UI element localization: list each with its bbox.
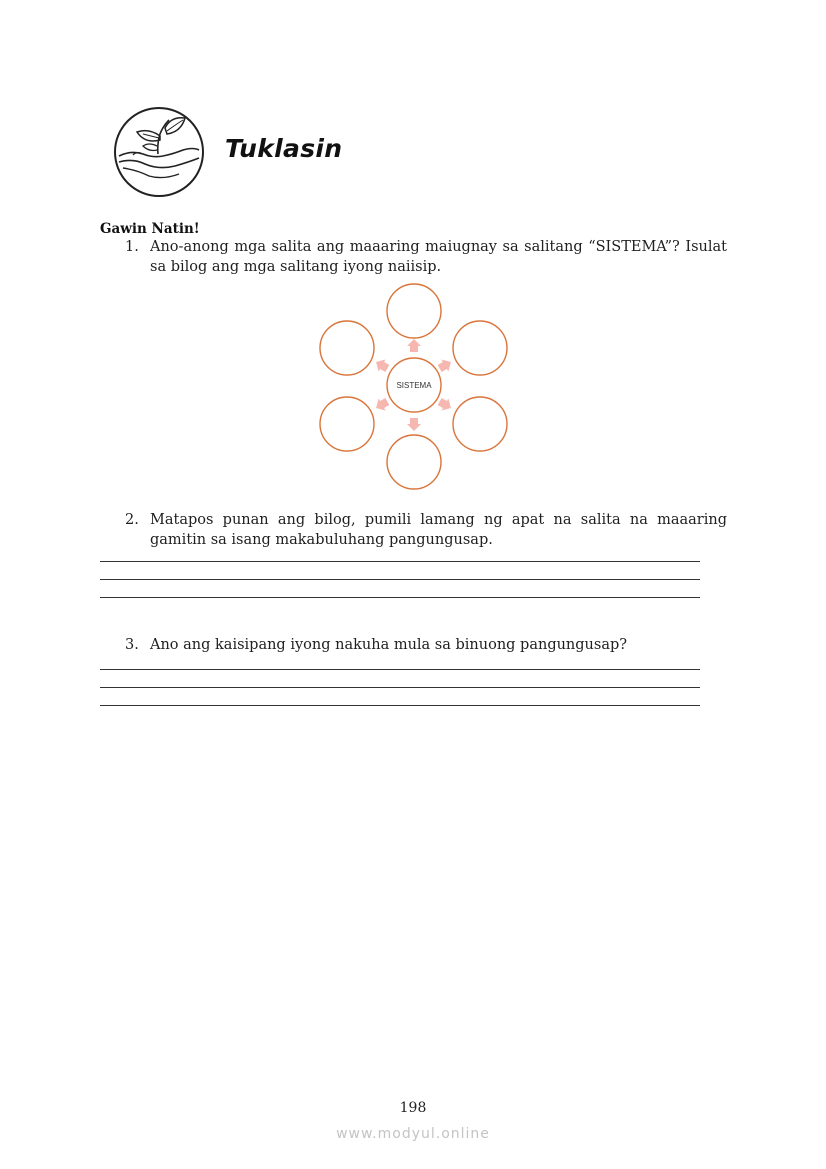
- watermark: www.modyul.online: [336, 1126, 490, 1142]
- item-text: Ano-anong mga salita ang maaaring maiugnay sa salitang “SISTEMA”? Isulat sa bilog ang mga salitang iyong naiisip.: [150, 239, 727, 275]
- arrow-top: [407, 339, 421, 352]
- outer-circle-top-left: [320, 321, 374, 375]
- page-number: 198: [399, 1100, 427, 1116]
- center-label: SISTEMA: [396, 381, 432, 390]
- arrow-top-right: [436, 356, 454, 375]
- arrow-bottom: [407, 418, 421, 431]
- arrow-top-left: [373, 356, 391, 375]
- seedling-in-hand-icon: [113, 106, 205, 198]
- activity-item-3: [125, 635, 727, 655]
- outer-circle-bottom-left: [320, 397, 374, 451]
- answer-line-2c[interactable]: [100, 597, 700, 598]
- item-number: 1.: [125, 239, 139, 255]
- answer-line-3c[interactable]: [100, 705, 700, 706]
- outer-circle-top: [387, 284, 441, 338]
- arrow-bottom-left: [373, 395, 391, 414]
- item-text: Matapos punan ang bilog, pumili lamang ng apat na salita na maaaring gamitin sa isang makabuluhang pangungusap.: [150, 512, 727, 548]
- activity-item-2: [125, 510, 727, 550]
- outer-circle-bottom: [387, 435, 441, 489]
- outer-circle-bottom-right: [453, 397, 507, 451]
- answer-line-2a[interactable]: [100, 561, 700, 562]
- outer-circle-top-right: [453, 321, 507, 375]
- activity-item-1: [125, 237, 727, 277]
- word-web-diagram: [318, 280, 510, 492]
- answer-line-2b[interactable]: [100, 579, 700, 580]
- item-number: 2.: [125, 512, 139, 528]
- answer-line-3b[interactable]: [100, 687, 700, 688]
- answer-line-3a[interactable]: [100, 669, 700, 670]
- section-title: Tuklasin: [225, 134, 343, 163]
- item-number: 3.: [125, 637, 139, 653]
- item-text: Ano ang kaisipang iyong nakuha mula sa binuong pangungusap?: [150, 637, 628, 653]
- activity-heading: Gawin Natin!: [100, 221, 200, 237]
- arrow-bottom-right: [436, 395, 454, 414]
